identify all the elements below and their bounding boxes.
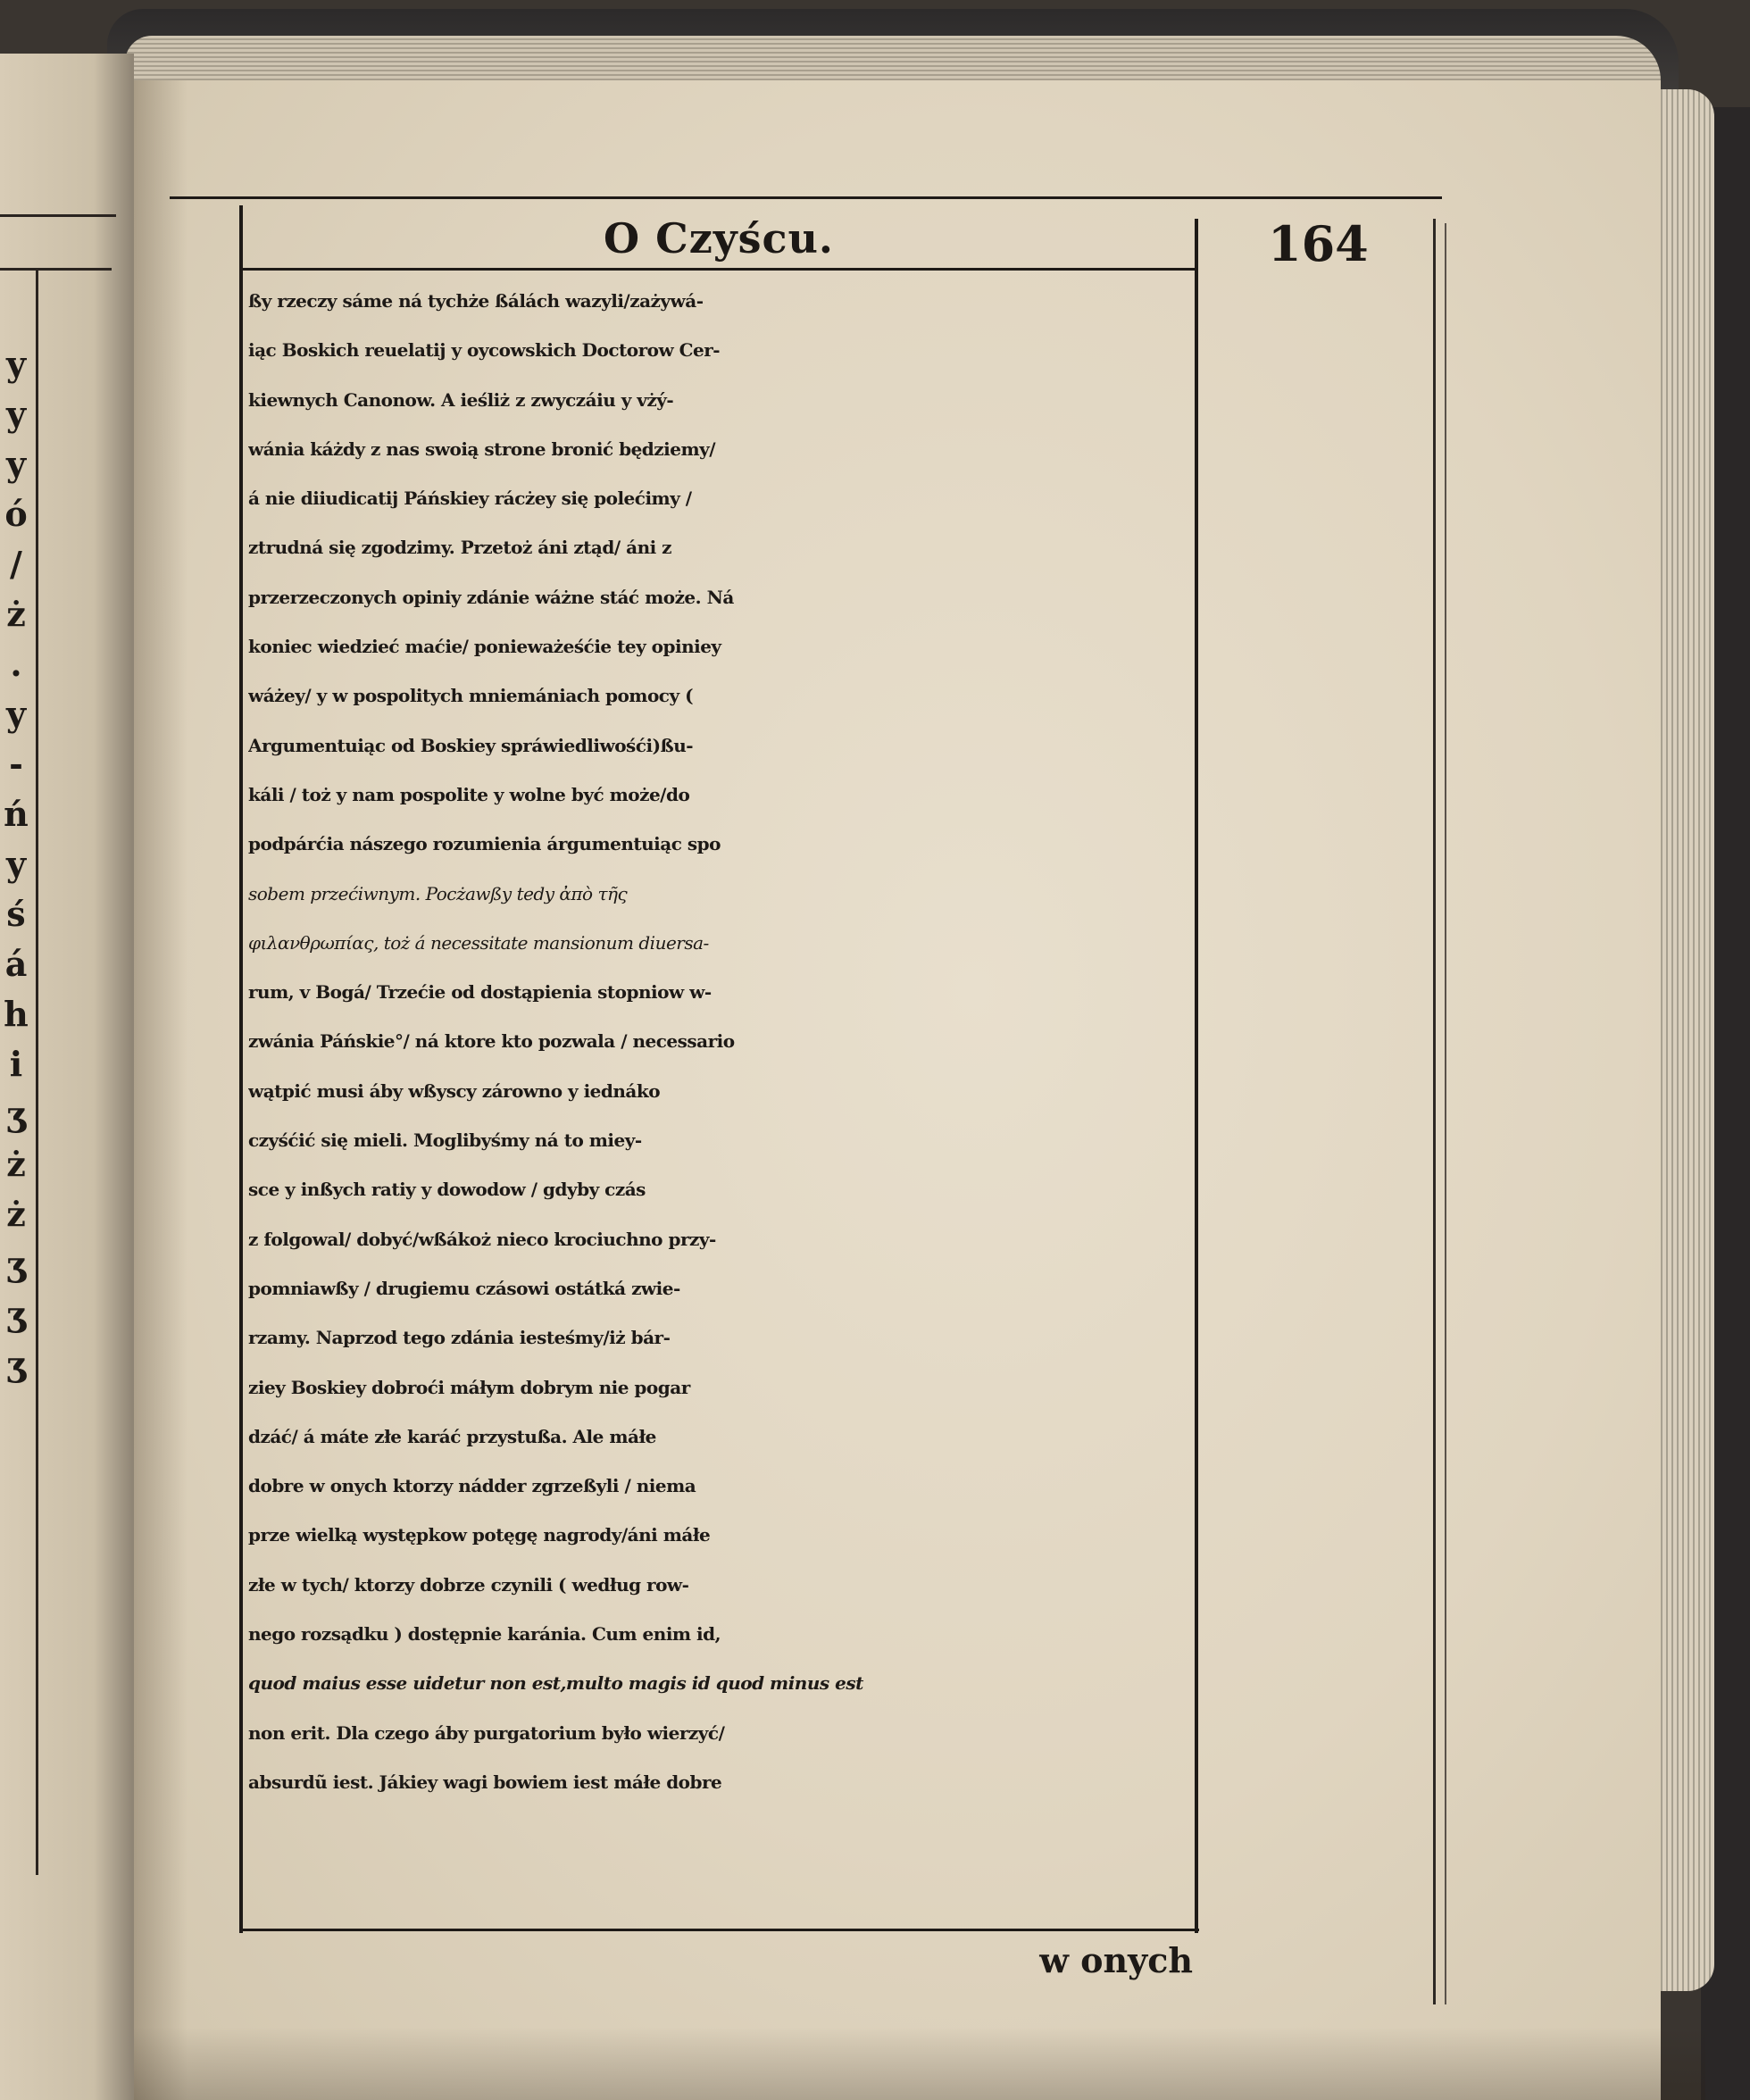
gutter-shadow xyxy=(134,80,188,2100)
text-line: przerzeczonych opiniy zdánie wáżne stáć może. Ná xyxy=(248,586,734,608)
text-line: Argumentuiąc od Boskiey spráwiedliwośći)ßu- xyxy=(248,734,694,756)
catchword: w onych xyxy=(1039,1940,1193,1980)
previous-page-rule xyxy=(0,214,116,217)
previous-page-fragment: á xyxy=(4,944,28,984)
text-line: quod maius esse uidetur non est,multo magis id quod minus est xyxy=(248,1672,863,1695)
previous-page-fragment: / xyxy=(10,544,22,584)
text-line: pomniawßy / drugiemu czásowi ostátká zwie- xyxy=(248,1277,680,1299)
text-line: rzamy. Naprzod tego zdánia iesteśmy/iż bár- xyxy=(248,1327,671,1349)
margin-rule xyxy=(1433,219,1436,2004)
text-line: ztrudná się zgodzimy. Przetoż áni ztąd/ áni z xyxy=(248,537,672,559)
body-text xyxy=(248,277,1195,1807)
text-line: rum, v Bogá/ Trzećie od dostąpienia stopniow w- xyxy=(248,981,712,1004)
text-line: złe w tych/ ktorzy dobrze czynili ( według row- xyxy=(248,1573,689,1596)
previous-page-text-fragments xyxy=(0,339,32,1389)
head-rule xyxy=(239,268,1196,271)
text-line: wątpić musi áby wßyscy zárowno y iednáko xyxy=(248,1079,661,1102)
top-rule xyxy=(170,196,1442,199)
previous-page-fragment: ż xyxy=(6,1144,26,1184)
text-line: ßy rzeczy sáme ná tychże ßálách wazyli/zażywá- xyxy=(248,290,704,312)
previous-page-fragment: ś xyxy=(6,894,26,934)
previous-page-fragment: ń xyxy=(4,794,29,834)
previous-page-frame xyxy=(36,268,38,1875)
previous-page-fragment: y xyxy=(5,444,27,484)
text-line: dobre w onych ktorzy nádder zgrzeßyli / niema xyxy=(248,1475,696,1497)
text-line: kiewnych Canonow. A ieśliż z zwyczáiu y vżý- xyxy=(248,388,674,411)
text-line: dzáć/ á máte złe karáć przystußa. Ale máłe xyxy=(248,1425,656,1447)
previous-page-fragment: ʒ xyxy=(6,1094,26,1134)
previous-page-fragment: ż xyxy=(6,594,26,634)
bottom-rule xyxy=(239,1929,1199,1931)
previous-page-edge xyxy=(0,54,134,2100)
text-line: zwánia Páńskie°/ ná ktore kto pozwala / necessario xyxy=(248,1030,735,1053)
previous-page-fragment: . xyxy=(10,644,22,684)
running-head: O Czyścu. xyxy=(604,214,834,262)
previous-page-fragment: y xyxy=(5,394,27,434)
previous-page-fragment: y xyxy=(5,344,27,384)
text-line: sce y inßych ratiy y dowodow / gdyby czás xyxy=(248,1179,646,1201)
previous-page-fragment: y xyxy=(5,694,27,734)
page-edges-right xyxy=(1652,89,1714,1991)
text-line: wáżey/ y w pospolitych mniemániach pomocy ( xyxy=(248,685,694,707)
text-line: nego rozsądku ) dostępnie karánia. Cum enim id, xyxy=(248,1623,721,1646)
previous-page-rule xyxy=(0,268,112,271)
margin-rule xyxy=(1445,223,1446,2004)
frame-left-rule xyxy=(239,205,243,1933)
text-line: wánia káżdy z nas swoią strone bronić będziemy/ xyxy=(248,438,716,460)
text-line: á nie diiudicatij Páńskiey rácżey się polećimy / xyxy=(248,488,692,510)
text-line: czyśćić się mieli. Moglibyśmy ná to miey- xyxy=(248,1129,642,1152)
previous-page-fragment: - xyxy=(9,744,23,784)
previous-page-fragment: ó xyxy=(4,494,28,534)
text-line: podpárćia nászego rozumienia árgumentuiąc spo xyxy=(248,833,721,855)
text-line: absurdũ iest. Jákiey wagi bowiem iest máłe dobre xyxy=(248,1771,722,1793)
text-line: non erit. Dla czego áby purgatorium było wierzyć/ xyxy=(248,1721,725,1744)
text-line: káli / toż y nam pospolite y wolne być może/do xyxy=(248,783,690,805)
text-line: z folgowal/ dobyć/wßákoż nieco krociuchno przy- xyxy=(248,1228,716,1250)
text-line: φιλανθρωπίας, toż á necessitate mansionum diuersa- xyxy=(248,931,709,954)
previous-page-fragment: h xyxy=(4,994,29,1034)
text-line: prze wielką występkow potęgę nagrody/áni máłe xyxy=(248,1524,711,1546)
page-bottom-shadow xyxy=(134,2027,1705,2100)
text-line: ziey Boskiey dobroći máłym dobrym nie pogar xyxy=(248,1376,690,1398)
page-number: 164 xyxy=(1268,215,1369,272)
previous-page-fragment: i xyxy=(9,1044,23,1084)
previous-page-fragment: ʒ xyxy=(6,1344,26,1384)
previous-page-fragment: ʒ xyxy=(6,1294,26,1334)
text-line: sobem przećiwnym. Pocżawßy tedy ἀπὸ τῆς xyxy=(248,882,628,904)
previous-page-fragment: ż xyxy=(6,1194,26,1234)
text-line: iąc Boskich reuelatij y oycowskich Doctorow Cer- xyxy=(248,339,721,362)
frame-right-rule xyxy=(1195,219,1198,1933)
previous-page-fragment: ʒ xyxy=(6,1244,26,1284)
text-line: koniec wiedzieć maćie/ ponieważeśćie tey opiniey xyxy=(248,636,721,658)
previous-page-fragment: y xyxy=(5,844,27,884)
